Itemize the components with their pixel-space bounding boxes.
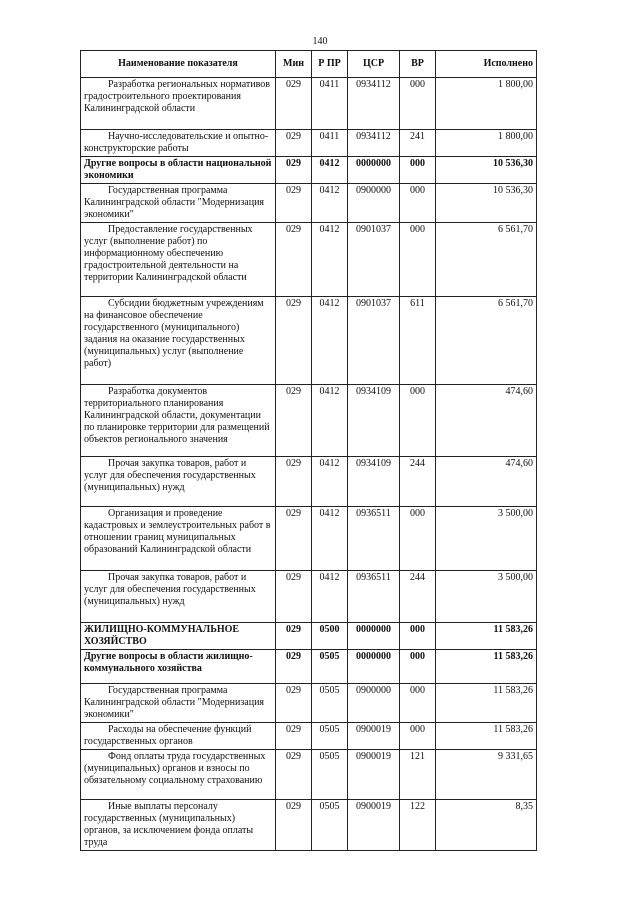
row-csr: 0900000	[348, 684, 400, 723]
row-rpr: 0505	[312, 750, 348, 800]
table-row	[81, 184, 537, 223]
row-min: 029	[276, 297, 312, 385]
row-vr: 000	[400, 684, 436, 723]
table-body	[81, 78, 537, 851]
table-row	[81, 297, 537, 385]
row-name: Другие вопросы в области жилищно-коммунального хозяйства	[81, 650, 276, 684]
row-min: 029	[276, 650, 312, 684]
row-vr: 000	[400, 650, 436, 684]
row-done: 1 800,00	[436, 130, 537, 157]
row-vr: 000	[400, 157, 436, 184]
row-rpr: 0411	[312, 78, 348, 130]
row-csr: 0934112	[348, 130, 400, 157]
row-vr: 000	[400, 623, 436, 650]
row-csr: 0934109	[348, 457, 400, 507]
row-vr: 611	[400, 297, 436, 385]
row-done: 10 536,30	[436, 184, 537, 223]
row-name: Разработка региональных нормативов градостроительного проектирования Калининградской области	[81, 78, 276, 130]
row-done: 9 331,65	[436, 750, 537, 800]
table-row	[81, 723, 537, 750]
table-row	[81, 457, 537, 507]
row-done: 8,35	[436, 800, 537, 851]
row-done: 6 561,70	[436, 223, 537, 297]
row-name: Субсидии бюджетным учреждениям на финансовое обеспечение государственного (муниципального) задания на оказание государственных (муниципальных) услуг (выполнение работ)	[81, 297, 276, 385]
row-done: 474,60	[436, 385, 537, 457]
row-min: 029	[276, 223, 312, 297]
row-csr: 0901037	[348, 223, 400, 297]
row-vr: 000	[400, 223, 436, 297]
row-min: 029	[276, 78, 312, 130]
row-min: 029	[276, 571, 312, 623]
column-header-min: Мин	[276, 51, 312, 78]
budget-table	[80, 50, 537, 851]
row-done: 3 500,00	[436, 507, 537, 571]
row-name: Фонд оплаты труда государственных (муниципальных) органов и взносы по обязательному социальному страхованию	[81, 750, 276, 800]
table-row	[81, 157, 537, 184]
row-vr: 000	[400, 385, 436, 457]
row-rpr: 0505	[312, 800, 348, 851]
table-row	[81, 684, 537, 723]
row-csr: 0936511	[348, 571, 400, 623]
row-min: 029	[276, 623, 312, 650]
column-header-rpr: Р ПР	[312, 51, 348, 78]
table-row	[81, 130, 537, 157]
table-row	[81, 623, 537, 650]
row-rpr: 0505	[312, 723, 348, 750]
row-min: 029	[276, 507, 312, 571]
row-rpr: 0412	[312, 507, 348, 571]
table-row	[81, 385, 537, 457]
row-vr: 122	[400, 800, 436, 851]
row-min: 029	[276, 130, 312, 157]
column-header-done: Исполнено	[436, 51, 537, 78]
row-csr: 0936511	[348, 507, 400, 571]
table-header-row	[81, 51, 537, 78]
row-vr: 244	[400, 571, 436, 623]
row-done: 10 536,30	[436, 157, 537, 184]
row-csr: 0000000	[348, 650, 400, 684]
row-vr: 000	[400, 78, 436, 130]
row-rpr: 0412	[312, 184, 348, 223]
row-name: Иные выплаты персоналу государственных (муниципальных) органов, за исключением фонда оплаты труда	[81, 800, 276, 851]
row-vr: 000	[400, 723, 436, 750]
row-name: Государственная программа Калининградской области "Модернизация экономики"	[81, 684, 276, 723]
row-min: 029	[276, 684, 312, 723]
row-csr: 0934112	[348, 78, 400, 130]
column-header-csr: ЦСР	[348, 51, 400, 78]
row-name: Предоставление государственных услуг (выполнение работ) по информационному обеспечению градостроительной деятельности на территории Калининградской области	[81, 223, 276, 297]
table-row	[81, 650, 537, 684]
row-min: 029	[276, 385, 312, 457]
table-row	[81, 750, 537, 800]
column-header-vr: ВР	[400, 51, 436, 78]
row-name: Прочая закупка товаров, работ и услуг для обеспечения государственных (муниципальных) нужд	[81, 457, 276, 507]
row-rpr: 0412	[312, 385, 348, 457]
row-min: 029	[276, 457, 312, 507]
row-csr: 0000000	[348, 157, 400, 184]
row-name: Расходы на обеспечение функций государственных органов	[81, 723, 276, 750]
row-csr: 0900019	[348, 723, 400, 750]
table-row	[81, 507, 537, 571]
row-name: Разработка документов территориального планирования Калининградской области, документации по планировке территории для размещений объектов регионального значения	[81, 385, 276, 457]
row-done: 474,60	[436, 457, 537, 507]
row-csr: 0934109	[348, 385, 400, 457]
row-vr: 241	[400, 130, 436, 157]
table-row	[81, 78, 537, 130]
row-name: Научно-исследовательские и опытно-конструкторские работы	[81, 130, 276, 157]
row-min: 029	[276, 723, 312, 750]
row-done: 11 583,26	[436, 623, 537, 650]
row-vr: 121	[400, 750, 436, 800]
row-done: 11 583,26	[436, 650, 537, 684]
row-name: Другие вопросы в области национальной экономики	[81, 157, 276, 184]
table-row	[81, 800, 537, 851]
row-csr: 0900000	[348, 184, 400, 223]
row-csr: 0000000	[348, 623, 400, 650]
table-row	[81, 223, 537, 297]
row-done: 11 583,26	[436, 723, 537, 750]
row-rpr: 0412	[312, 457, 348, 507]
row-name: ЖИЛИЩНО-КОММУНАЛЬНОЕ ХОЗЯЙСТВО	[81, 623, 276, 650]
row-rpr: 0411	[312, 130, 348, 157]
page-number: 140	[312, 36, 328, 47]
row-min: 029	[276, 157, 312, 184]
row-done: 11 583,26	[436, 684, 537, 723]
row-done: 1 800,00	[436, 78, 537, 130]
row-rpr: 0505	[312, 650, 348, 684]
row-done: 3 500,00	[436, 571, 537, 623]
row-min: 029	[276, 800, 312, 851]
row-name: Организация и проведение кадастровых и землеустроительных работ в отношении границ муниципальных образований Калининградской области	[81, 507, 276, 571]
row-min: 029	[276, 184, 312, 223]
row-csr: 0900019	[348, 750, 400, 800]
row-name: Государственная программа Калининградской области "Модернизация экономики"	[81, 184, 276, 223]
row-rpr: 0412	[312, 157, 348, 184]
row-csr: 0900019	[348, 800, 400, 851]
row-vr: 000	[400, 507, 436, 571]
row-name: Прочая закупка товаров, работ и услуг для обеспечения государственных (муниципальных) нужд	[81, 571, 276, 623]
row-min: 029	[276, 750, 312, 800]
table-row	[81, 571, 537, 623]
row-csr: 0901037	[348, 297, 400, 385]
column-header-name: Наименование показателя	[81, 51, 276, 78]
row-vr: 000	[400, 184, 436, 223]
row-rpr: 0505	[312, 684, 348, 723]
row-vr: 244	[400, 457, 436, 507]
row-rpr: 0412	[312, 571, 348, 623]
row-done: 6 561,70	[436, 297, 537, 385]
row-rpr: 0500	[312, 623, 348, 650]
row-rpr: 0412	[312, 223, 348, 297]
row-rpr: 0412	[312, 297, 348, 385]
